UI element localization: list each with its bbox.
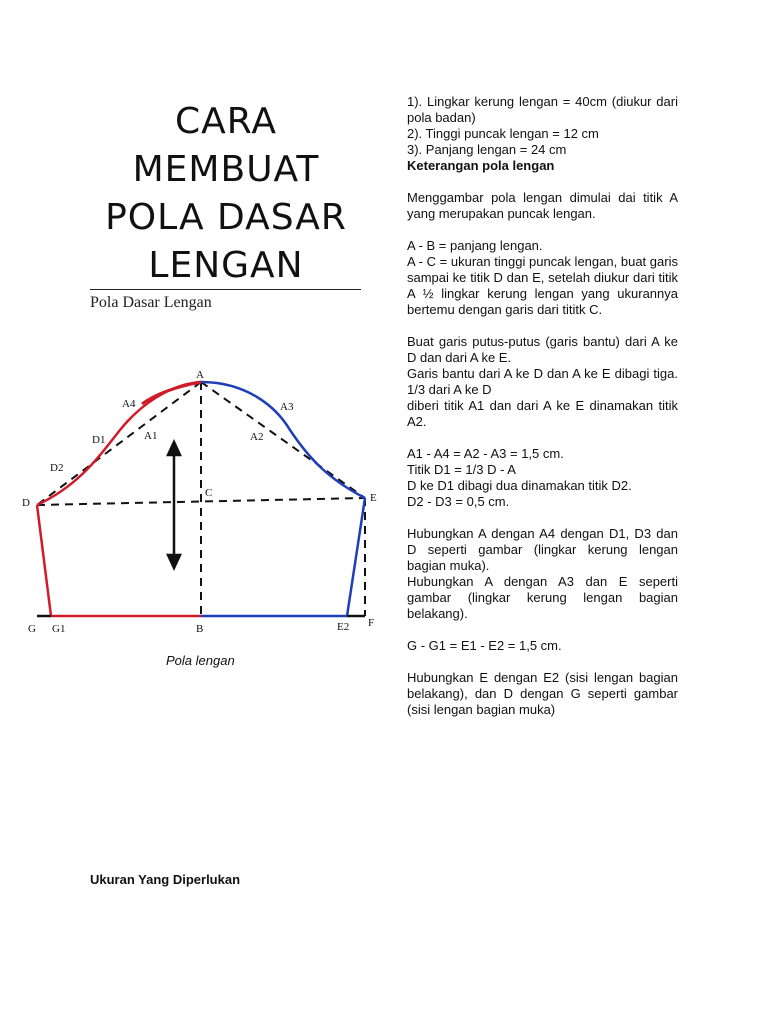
- instruction-text: G - G1 = E1 - E2 = 1,5 cm.: [407, 638, 562, 653]
- label-f: F: [368, 617, 375, 629]
- instruction-text: Menggambar pola lengan dimulai dai titik A yang merupakan puncak lengan.: [407, 190, 678, 221]
- instruction-text: Hubungkan A dengan A3 dan E seperti gambar (lingkar kerung lengan bagian belakang).: [407, 574, 678, 621]
- paragraph-gap: [407, 654, 678, 670]
- instruction-text: Hubungkan E dengan E2 (sisi lengan bagian belakang), dan D dengan G seperti gambar (sisi lengan bagian muka): [407, 670, 678, 717]
- paragraph-gap: [407, 318, 678, 334]
- label-a: A: [196, 369, 204, 381]
- instruction-text: 2). Tinggi puncak lengan = 12 cm: [407, 126, 599, 141]
- label-a4: A4: [122, 398, 136, 410]
- instruction-text: Titik D1 = 1/3 D - A: [407, 462, 516, 477]
- grain-arrow: [168, 442, 180, 568]
- paragraph-gap: [407, 622, 678, 638]
- paragraph-gap: [407, 430, 678, 446]
- title-divider: [90, 289, 361, 290]
- section-heading: Keterangan pola lengan: [407, 158, 555, 173]
- instructions-column: [407, 94, 678, 718]
- instruction-text: A1 - A4 = A2 - A3 = 1,5 cm.: [407, 446, 564, 461]
- title-line-4: LENGAN: [148, 245, 304, 286]
- title-line-2: MEMBUAT: [132, 149, 320, 190]
- front-side-line: [37, 505, 51, 616]
- sleeve-pattern-diagram: [20, 360, 390, 670]
- instruction-text: diberi titik A1 dan dari A ke E dinamakan titik A2.: [407, 398, 678, 429]
- instruction-text: D2 - D3 = 0,5 cm.: [407, 494, 510, 509]
- paragraph-gap: [407, 222, 678, 238]
- guide-a-d: [37, 382, 201, 505]
- instruction-text: A - B = panjang lengan.: [407, 238, 543, 253]
- label-e2: E2: [337, 621, 350, 633]
- back-side-line: [347, 498, 365, 616]
- paragraph-gap: [407, 174, 678, 190]
- label-b: B: [196, 623, 204, 635]
- label-c: C: [205, 487, 213, 499]
- label-g1: G1: [52, 623, 66, 635]
- title-line-3: POLA DASAR: [105, 197, 347, 238]
- subtitle: Pola Dasar Lengan: [90, 294, 212, 311]
- instruction-text: D ke D1 dibagi dua dinamakan titik D2.: [407, 478, 632, 493]
- title-line-1: CARA: [175, 101, 277, 142]
- label-d2: D2: [50, 462, 64, 474]
- instruction-text: Garis bantu dari A ke D dan A ke E dibagi tiga. 1/3 dari A ke D: [407, 366, 678, 397]
- paragraph-gap: [407, 510, 678, 526]
- label-a3: A3: [280, 401, 294, 413]
- label-a2: A2: [250, 431, 264, 443]
- instruction-text: Buat garis putus-putus (garis bantu) dari A ke D dan dari A ke E.: [407, 334, 678, 365]
- guide-a-e: [201, 382, 365, 498]
- instruction-text: 3). Panjang lengan = 24 cm: [407, 142, 567, 157]
- instruction-text: 1). Lingkar kerung lengan = 40cm (diukur dari pola badan): [407, 94, 678, 125]
- required-measurements-heading: Ukuran Yang Diperlukan: [90, 872, 241, 887]
- label-g: G: [28, 623, 36, 635]
- instruction-text: Hubungkan A dengan A4 dengan D1, D3 dan D seperti gambar (lingkar kerung lengan bagian muka).: [407, 526, 678, 573]
- label-a1: A1: [144, 430, 158, 442]
- instruction-text: A - C = ukuran tinggi puncak lengan, buat garis sampai ke titik D dan E, setelah diukur dari titik A ½ lingkar kerung lengan yang ukurannya bertemu dengan garis dari tititk C.: [407, 254, 678, 317]
- label-e: E: [370, 492, 377, 504]
- page-title: [90, 98, 362, 290]
- label-d: D: [22, 497, 30, 509]
- figure-caption: Pola lengan: [166, 653, 235, 668]
- label-d1: D1: [92, 434, 106, 446]
